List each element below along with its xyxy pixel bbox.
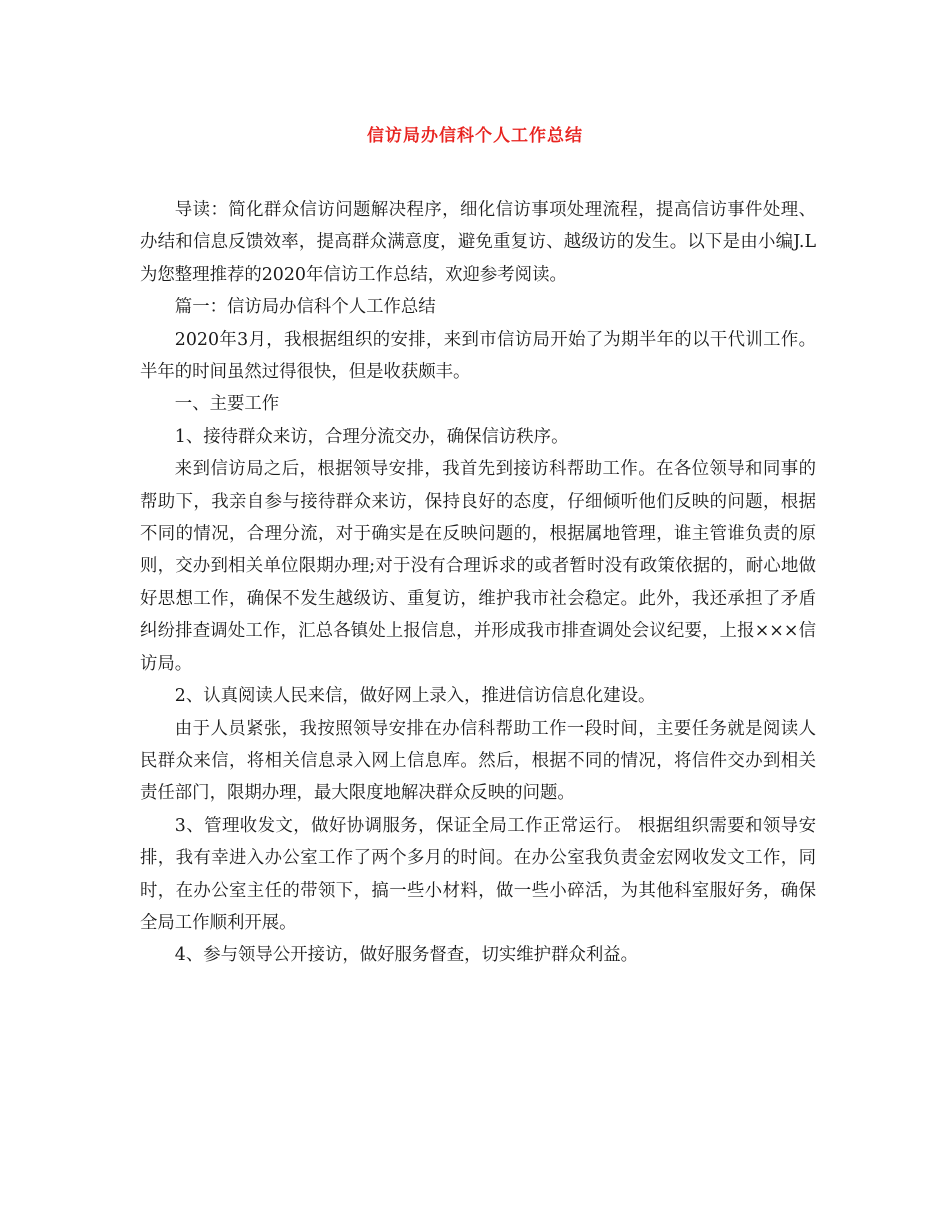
document-body <box>140 194 816 972</box>
paragraph: 2020年3月，我根据组织的安排，来到市信访局开始了为期半年的以干代训工作。半年的时间虽然过得很快，但是收获颇丰。 <box>140 329 816 383</box>
paragraph: 来到信访局之后，根据领导安排，我首先到接访科帮助工作。在各位领导和同事的帮助下，我亲自参与接待群众来访，保持良好的态度，仔细倾听他们反映的问题，根据不同的情况，合理分流，对于确实是在反映问题的，根据属地管理，谁主管谁负责的原则，交办到相关单位限期办理;对于没有合理诉求的或者暂时没有政策依据的，耐心地做好思想工作，确保不发生越级访、重复访，维护我市社会稳定。此外，我还承担了矛盾纠纷排查调处工作，汇总各镇处上报信息，并形成我市排查调处会议纪要，上报×××信访局。 <box>140 459 816 674</box>
paragraph-heading-main-work: 一、主要工作 <box>174 394 280 415</box>
paragraph-item-4: 4、参与领导公开接访，做好服务督查，切实维护群众利益。 <box>174 945 639 966</box>
paragraph-item-2: 2、认真阅读人民来信，做好网上录入，推进信访信息化建设。 <box>174 686 656 707</box>
paragraph-intro: 导读：简化群众信访问题解决程序，细化信访事项处理流程，提高信访事件处理、办结和信息反馈效率，提高群众满意度，避免重复访、越级访的发生。以下是由小编J.L为您整理推荐的2020年信访工作总结，欢迎参考阅读。 <box>140 200 816 285</box>
paragraph-section-heading: 篇一：信访局办信科个人工作总结 <box>174 297 436 318</box>
paragraph: 由于人员紧张，我按照领导安排在办信科帮助工作一段时间，主要任务就是阅读人民群众来信，将相关信息录入网上信息库。然后，根据不同的情况，将信件交办到相关责任部门，限期办理，最大限度地解决群众反映的问题。 <box>140 718 816 804</box>
paragraph-item-3: 3、管理收发文，做好协调服务，保证全局工作正常运行。 根据组织需要和领导安排，我有幸进入办公室工作了两个多月的时间。在办公室我负责金宏网收发文工作，同时，在办公室主任的带领下，搞一些小材料，做一些小碎活，为其他科室服好务，确保全局工作顺利开展。 <box>140 815 816 933</box>
paragraph-item-1: 1、接待群众来访，合理分流交办，确保信访秩序。 <box>174 426 569 447</box>
document-title: 信访局办信科个人工作总结 <box>367 126 583 146</box>
